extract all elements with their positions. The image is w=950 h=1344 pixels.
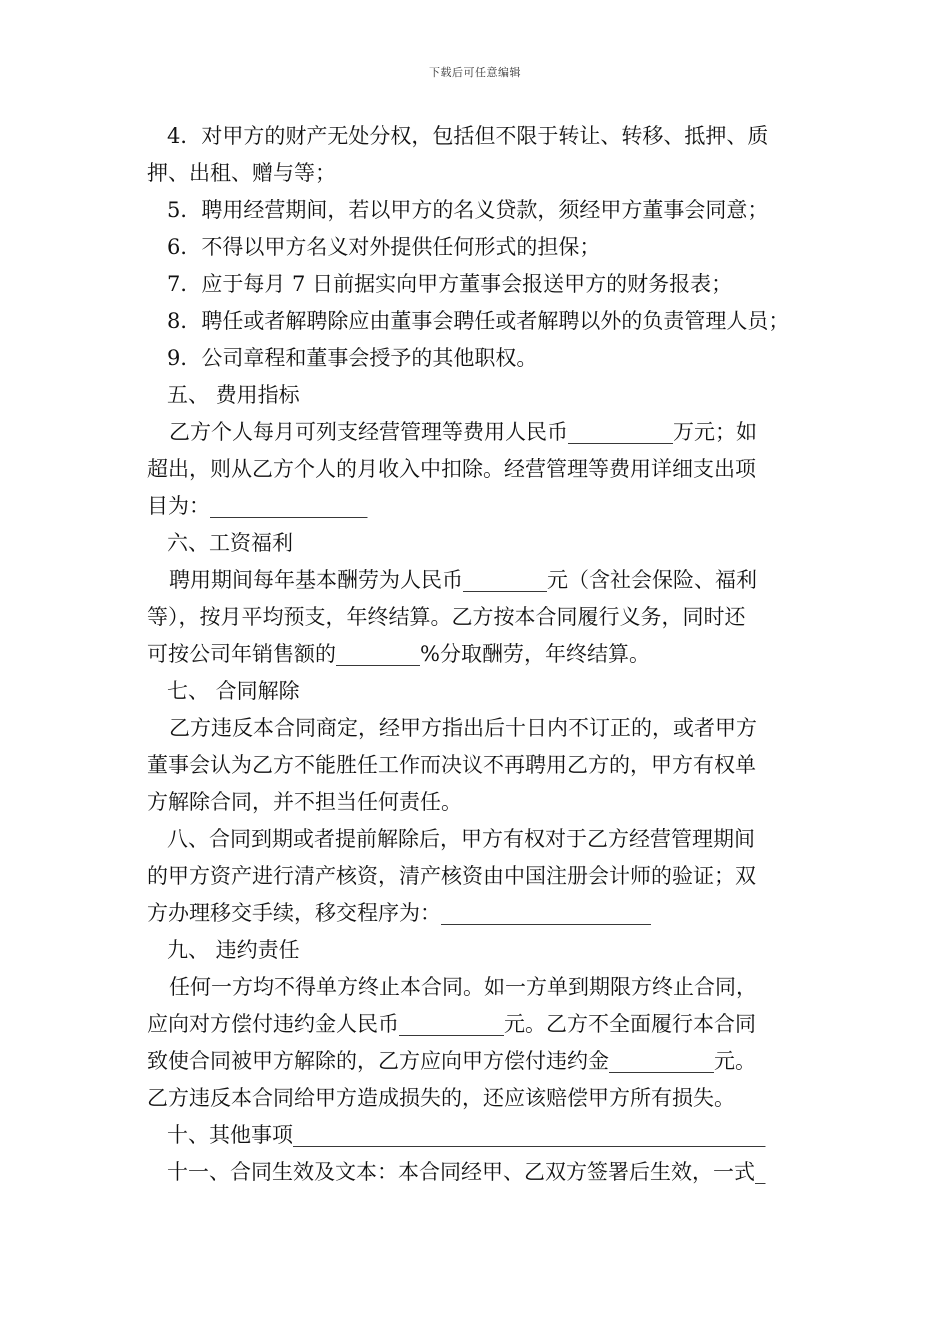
section-5-line-1: 乙方个人每月可列支经营管理等费用人民币__________万元；如 (169, 420, 757, 444)
section-8-line-3: 方办理移交手续，移交程序为：____________________ (147, 901, 651, 925)
section-9-line-2: 应向对方偿付违约金人民币__________元。乙方不全面履行本合同 (147, 1012, 756, 1036)
clause-9: 9．公司章程和董事会授予的其他职权。 (167, 346, 538, 370)
section-6-line-1: 聘用期间每年基本酬劳为人民币________元（含社会保险、福利 (169, 568, 757, 592)
section-10: 十、其他事项_____________________________________________ (167, 1123, 766, 1147)
section-5-line-3: 目为：_______________ (147, 494, 368, 518)
clause-4-line-1: 4．对甲方的财产无处分权，包括但不限于转让、转移、抵押、质 (167, 124, 769, 148)
section-7-line-2: 董事会认为乙方不能胜任工作而决议不再聘用乙方的，甲方有权单 (147, 753, 756, 777)
section-7-line-1: 乙方违反本合同商定，经甲方指出后十日内不订正的，或者甲方 (169, 716, 757, 740)
document-body (147, 118, 812, 1191)
section-5-line-2: 超出，则从乙方个人的月收入中扣除。经营管理等费用详细支出项 (147, 457, 756, 481)
clause-4-line-2: 押、出租、赠与等； (147, 161, 336, 185)
section-11: 十一、合同生效及文本：本合同经甲、乙双方签署后生效，一式_ (167, 1160, 766, 1184)
clause-6: 6．不得以甲方名义对外提供任何形式的担保； (167, 235, 601, 259)
page-header: 下载后可任意编辑 (429, 66, 521, 79)
section-9-heading: 九、 违约责任 (167, 938, 300, 962)
section-8-line-1: 八、合同到期或者提前解除后，甲方有权对于乙方经营管理期间 (167, 827, 755, 851)
section-6-line-2: 等），按月平均预支，年终结算。乙方按本合同履行义务，同时还 (147, 605, 746, 629)
clause-8: 8．聘任或者解聘除应由董事会聘任或者解聘以外的负责管理人员； (167, 309, 790, 333)
section-6-heading: 六、工资福利 (167, 531, 293, 555)
clause-5: 5．聘用经营期间，若以甲方的名义贷款，须经甲方董事会同意； (167, 198, 769, 222)
section-9-line-1: 任何一方均不得单方终止本合同。如一方单到期限方终止合同， (169, 975, 757, 999)
section-8-line-2: 的甲方资产进行清产核资，清产核资由中国注册会计师的验证；双 (147, 864, 756, 888)
clause-7: 7．应于每月 7 日前据实向甲方董事会报送甲方的财务报表； (167, 272, 733, 296)
section-7-line-3: 方解除合同，并不担当任何责任。 (147, 790, 462, 814)
section-5-heading: 五、 费用指标 (167, 383, 300, 407)
section-9-line-3: 致使合同被甲方解除的，乙方应向甲方偿付违约金__________元。 (147, 1049, 756, 1073)
section-9-line-4: 乙方违反本合同给甲方造成损失的，还应该赔偿甲方所有损失。 (147, 1086, 735, 1110)
section-6-line-3: 可按公司年销售额的________%分取酬劳，年终结算。 (147, 642, 650, 666)
section-7-heading: 七、 合同解除 (167, 679, 300, 703)
